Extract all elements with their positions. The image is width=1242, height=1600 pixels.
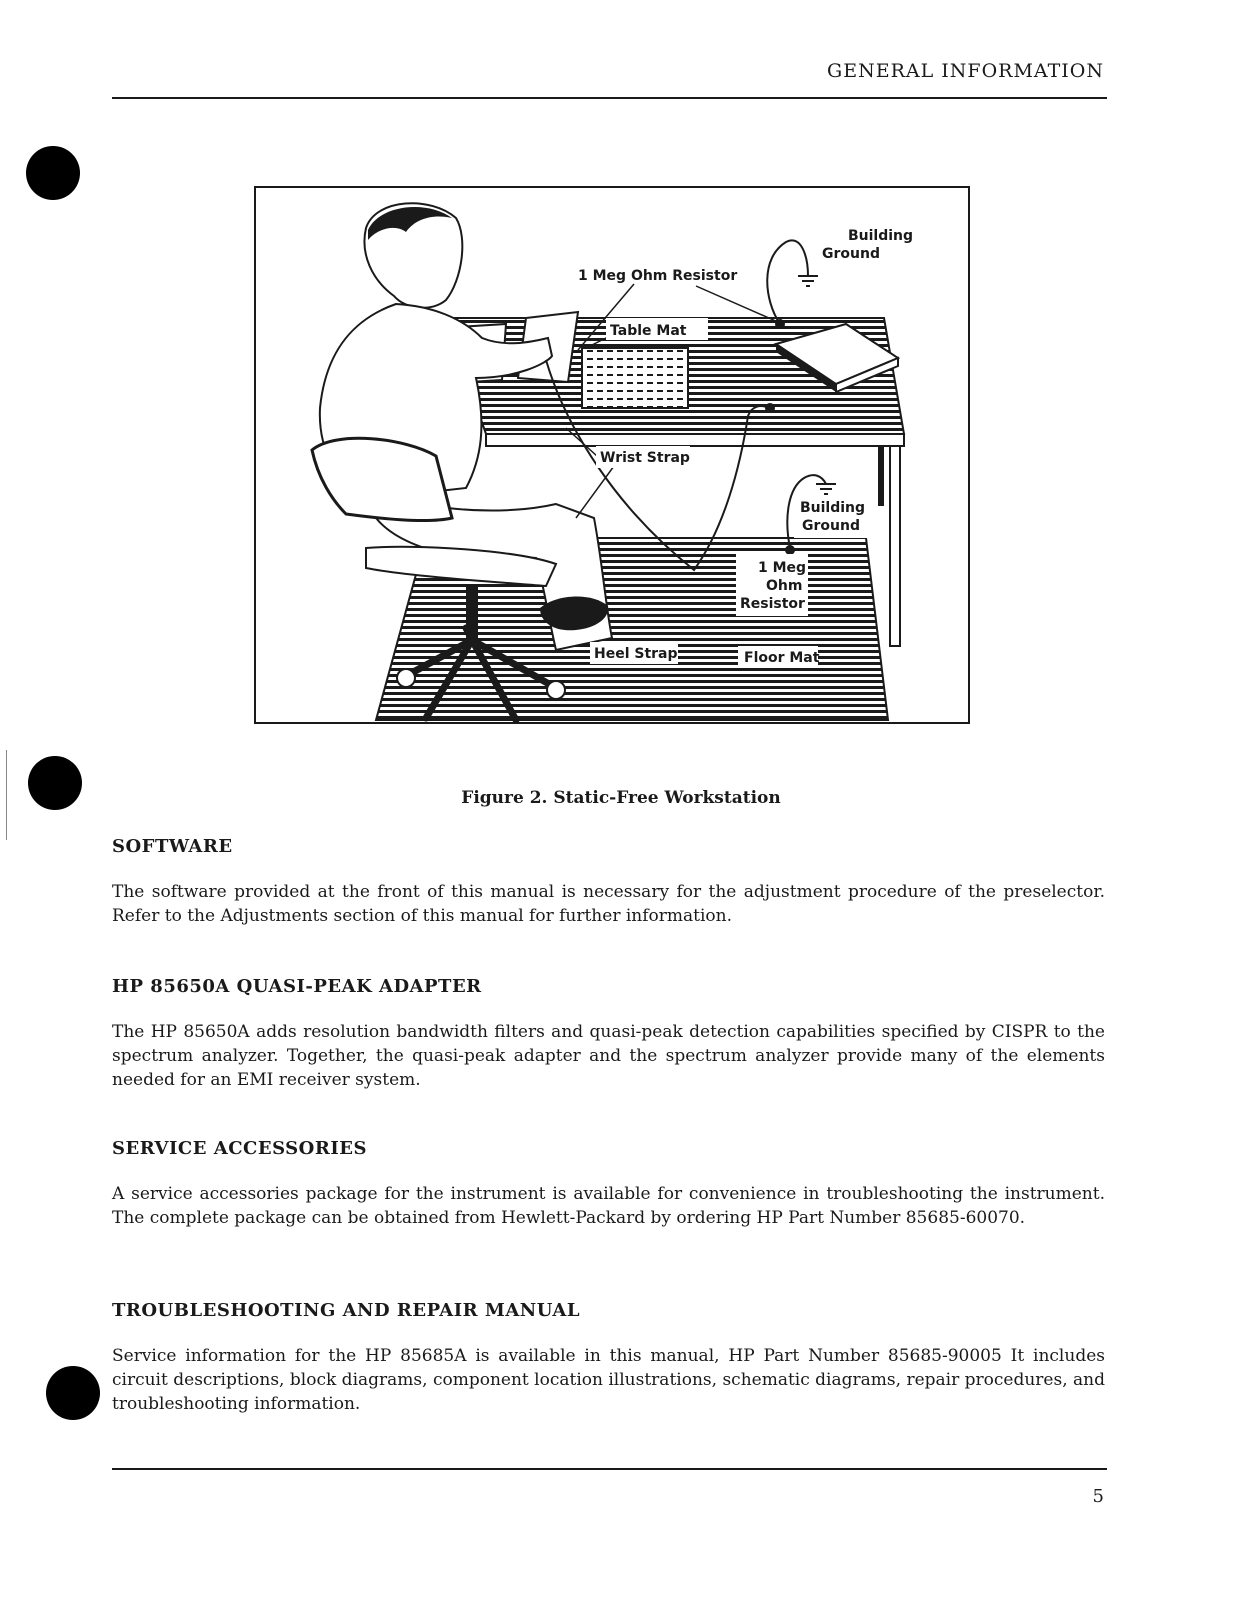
footer-rule: [112, 1468, 1107, 1470]
heading-troubleshooting-manual: TROUBLESHOOTING AND REPAIR MANUAL: [112, 1300, 581, 1321]
label-resistor-bottom-2: Ohm: [766, 578, 803, 594]
label-resistor-bottom-3: Resistor: [740, 596, 805, 612]
header-rule: [112, 97, 1107, 99]
workstation-figure: [254, 186, 970, 724]
binder-hole-top: [26, 146, 80, 200]
instrument-on-table: [582, 348, 688, 408]
body-service-accessories: A service accessories package for the instrument is available for convenience in troubleshooting the instrument. The complete package can be obtained from Hewlett-Packard by ordering HP Part Number 85685-60070.: [112, 1184, 1105, 1228]
label-resistor-bottom-1: 1 Meg: [758, 560, 807, 576]
body-software: The software provided at the front of this manual is necessary for the adjustment procedure of the preselector. Refer to the Adjustments section of this manual for further information.: [112, 882, 1105, 926]
page-number: 5: [1092, 1486, 1104, 1507]
table-edge: [486, 434, 904, 446]
ground-symbol-bottom: [816, 484, 836, 494]
body-troubleshooting-manual: Service information for the HP 85685A is available in this manual, HP Part Number 85685-90005 It includes circuit descriptions, block diagrams, component location illustrations, schematic diagrams, repair procedures, and troubleshooting information.: [112, 1346, 1105, 1414]
label-heel-strap: Heel Strap: [594, 646, 678, 662]
workstation-illustration: [256, 188, 968, 722]
label-building-ground-bottom: Building: [800, 500, 866, 516]
label-resistor-top: 1 Meg Ohm Resistor: [578, 268, 738, 284]
label-wrist-strap: Wrist Strap: [600, 450, 690, 466]
ground-cord-top: [767, 240, 808, 324]
label-building-ground-bottom-2: Ground: [802, 518, 860, 534]
label-building-ground-top: Building: [848, 228, 914, 244]
running-header: GENERAL INFORMATION: [827, 60, 1104, 82]
heading-quasi-peak-adapter: HP 85650A QUASI-PEAK ADAPTER: [112, 976, 482, 997]
ground-symbol-top: [798, 276, 818, 286]
heading-service-accessories: SERVICE ACCESSORIES: [112, 1138, 367, 1159]
label-building-ground-top-2: Ground: [822, 246, 880, 262]
body-quasi-peak-adapter: The HP 85650A adds resolution bandwidth filters and quasi-peak detection capabilities specified by CISPR to the spectrum analyzer. Together, the quasi-peak adapter and the spectrum analyzer provide many of the elements needed for an EMI receiver system.: [112, 1022, 1105, 1090]
binder-hole-bottom: [46, 1366, 100, 1420]
heading-software: SOFTWARE: [112, 836, 233, 857]
label-floor-mat: Floor Mat: [744, 650, 820, 666]
table-leg-back: [878, 446, 884, 506]
table-leg: [890, 446, 900, 646]
label-table-mat: Table Mat: [610, 323, 687, 339]
figure-caption: Figure 2. Static-Free Workstation: [461, 788, 781, 808]
